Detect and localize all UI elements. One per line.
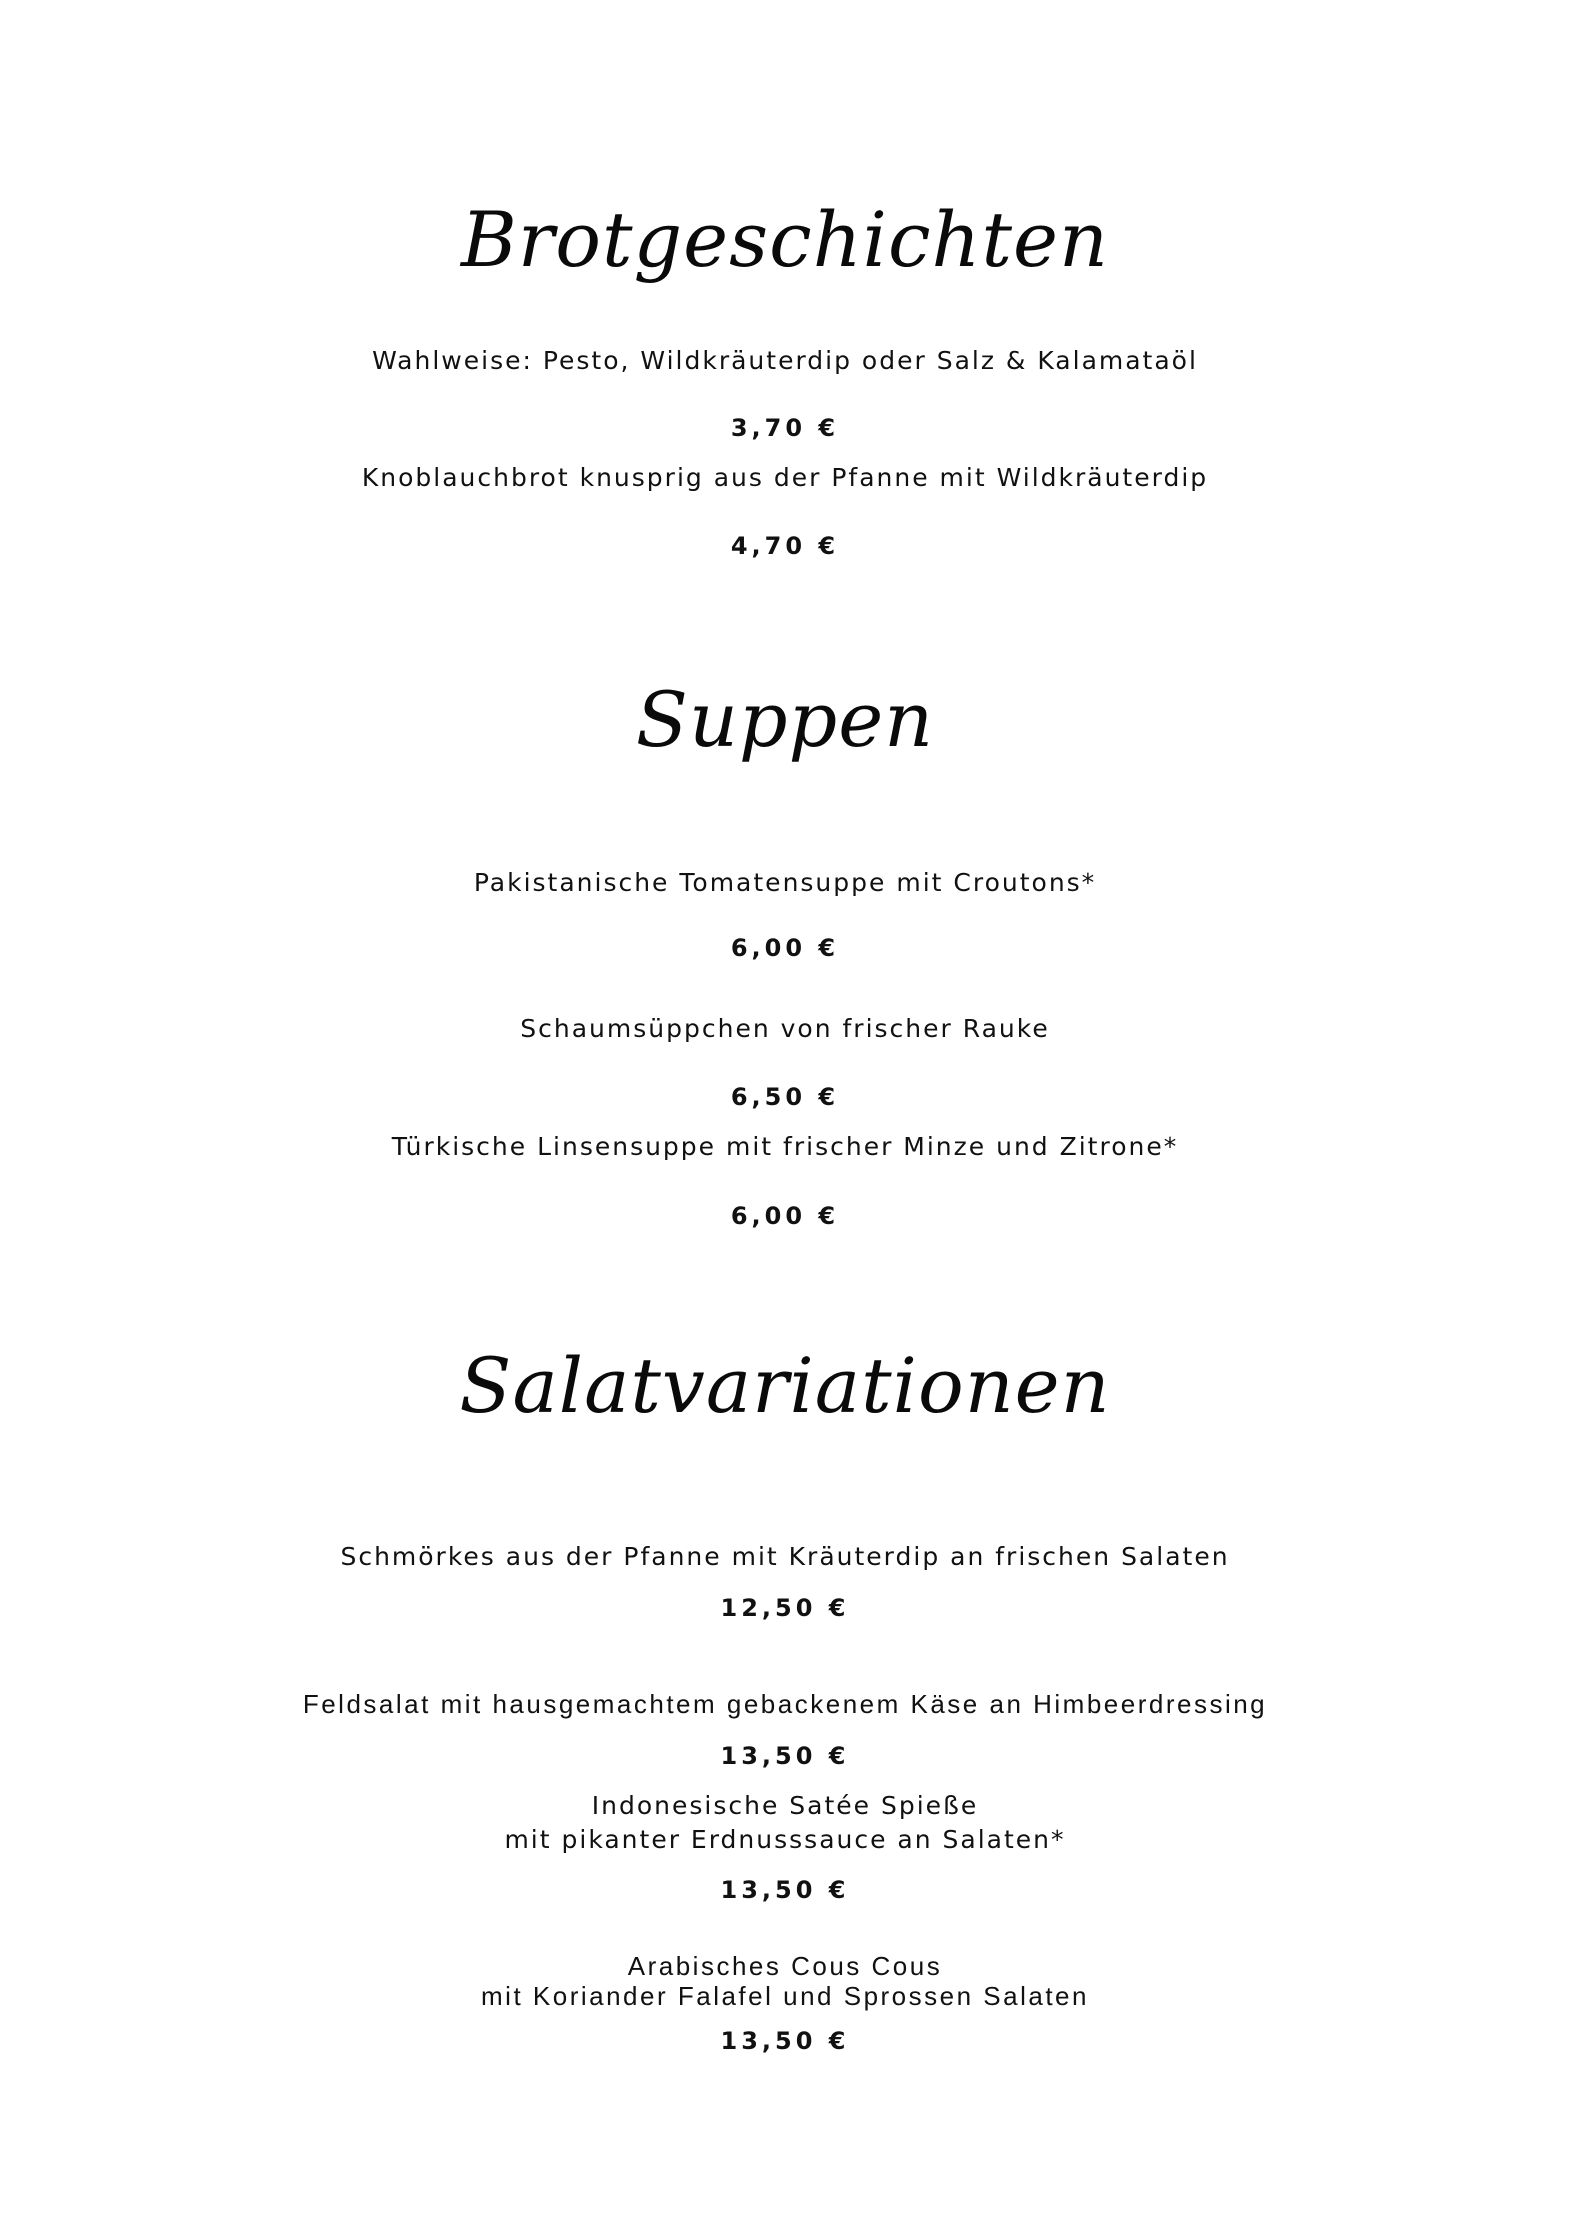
section-title-brotgeschichten: Brotgeschichten	[461, 195, 1109, 284]
menu-item-name: Schmörkes aus der Pfanne mit Kräuterdip an frischen Salaten	[340, 1542, 1230, 1571]
section-title-salatvariationen: Salatvariationen	[459, 1341, 1111, 1430]
menu-item-price: 12,50 €	[720, 1594, 850, 1622]
section-title-suppen: Suppen	[635, 675, 935, 764]
menu-item-price: 6,00 €	[730, 1202, 840, 1230]
menu-item-name: Feldsalat mit hausgemachtem gebackenem Käse an Himbeerdressing	[302, 1689, 1268, 1719]
menu-item-price: 4,70 €	[730, 532, 840, 560]
menu-item-name: Wahlweise: Pesto, Wildkräuterdip oder Salz & Kalamataöl	[372, 346, 1198, 375]
menu-item-description: mit pikanter Erdnusssauce an Salaten*	[504, 1825, 1066, 1854]
menu-item-name: Pakistanische Tomatensuppe mit Croutons*	[473, 868, 1097, 897]
menu-item-price: 13,50 €	[720, 1742, 850, 1770]
menu-item-name: Schaumsüppchen von frischer Rauke	[520, 1014, 1050, 1043]
menu-item-description: mit Koriander Falafel und Sprossen Salaten	[481, 1981, 1089, 2011]
menu-item-price: 13,50 €	[720, 1876, 850, 1904]
menu-item-name: Türkische Linsensuppe mit frischer Minze und Zitrone*	[391, 1132, 1179, 1161]
menu-item-price: 3,70 €	[730, 414, 840, 442]
menu-item-name: Indonesische Satée Spieße	[591, 1791, 979, 1820]
menu-item-name: Arabisches Cous Cous	[627, 1951, 943, 1981]
menu-item-price: 6,50 €	[730, 1083, 840, 1111]
menu-item-price: 6,00 €	[730, 934, 840, 962]
menu-item-name: Knoblauchbrot knusprig aus der Pfanne mit Wildkräuterdip	[361, 463, 1209, 492]
menu-item-price: 13,50 €	[720, 2027, 850, 2055]
